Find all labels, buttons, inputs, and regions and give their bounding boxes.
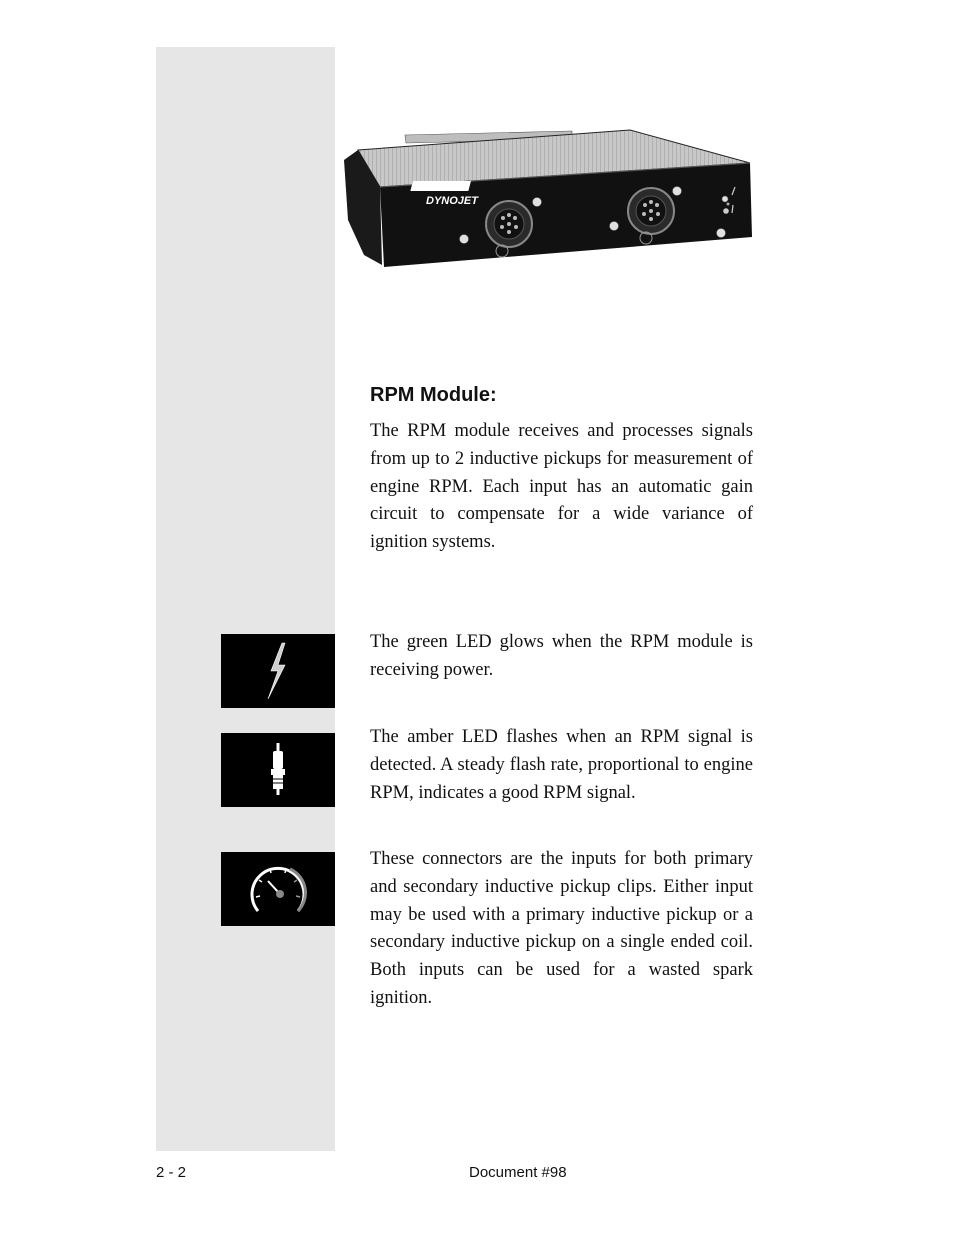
- power-led-description: The green LED glows when the RPM module is receiving power.: [370, 632, 753, 680]
- signal-led-icon-box: [221, 733, 335, 807]
- intro-paragraph: The RPM module receives and processes signals from up to 2 inductive pickups for measurement of engine RPM. Each input has an automatic gain circuit to compensate for a wide variance of ignition systems.: [370, 421, 753, 553]
- power-led-icon-box: [221, 634, 335, 708]
- connector-description: These connectors are the inputs for both primary and secondary inductive pickup clips. Either input may be used with a primary inductive pickup or a secondary inductive pickup on a single ended coil. Both inputs can be used for a wasted spark ignition.: [370, 849, 753, 1008]
- lightning-bolt-icon: [258, 641, 298, 701]
- page-number: 2 - 2: [156, 1164, 187, 1181]
- document-number: Document #98: [469, 1164, 567, 1181]
- rpm-module-illustration: [340, 125, 760, 275]
- connector-icon-box: [221, 852, 335, 926]
- svg-text:DYNOJET: DYNOJET: [426, 195, 478, 207]
- section-heading: RPM Module:: [370, 384, 497, 406]
- signal-led-description: The amber LED flashes when an RPM signal is detected. A steady flash rate, proportional to engine RPM, indicates a good RPM signal.: [370, 727, 753, 803]
- tachometer-icon: [246, 857, 310, 921]
- sidebar-band: [156, 47, 335, 1151]
- spark-plug-icon: [263, 740, 293, 800]
